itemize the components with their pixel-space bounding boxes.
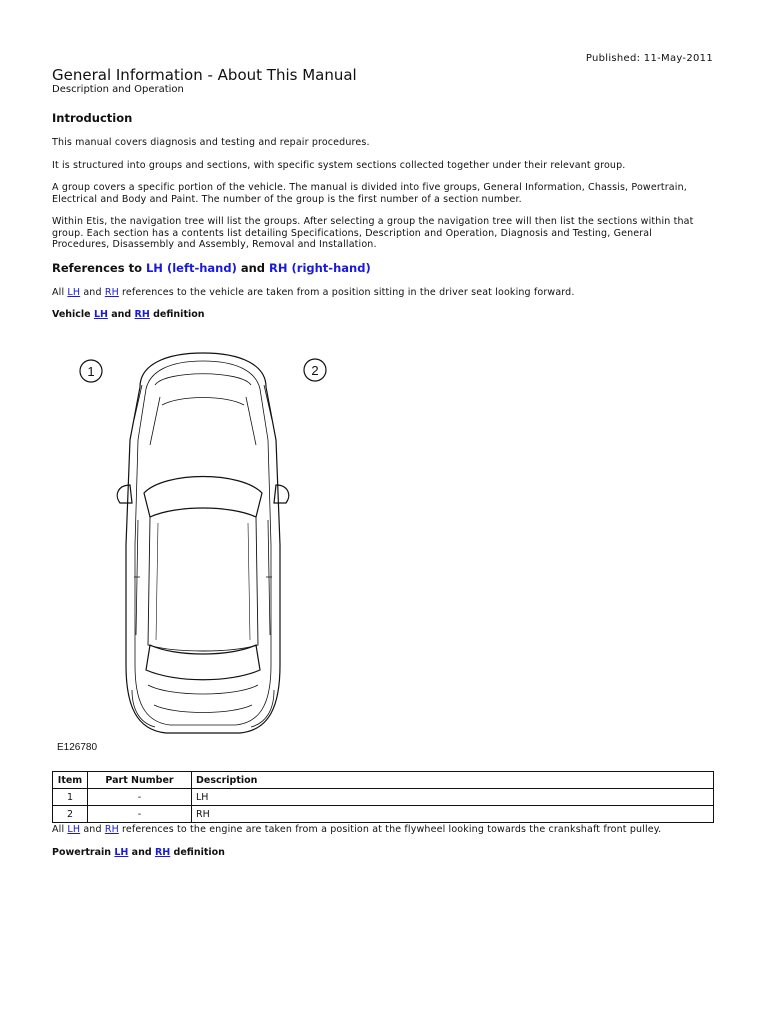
all-text: All: [52, 824, 68, 835]
vehicle-reference-text: references to the vehicle are taken from a position sitting in the driver seat looking forward.: [118, 287, 575, 298]
cell-description: LH: [192, 789, 714, 806]
callout-2: [304, 359, 326, 381]
table-header-row: [53, 772, 714, 789]
references-heading-and: and: [236, 261, 270, 275]
parts-table: [52, 771, 714, 823]
engine-reference-paragraph: [52, 824, 712, 836]
introduction-heading: Introduction: [52, 111, 133, 125]
rh-link[interactable]: RH: [104, 824, 119, 835]
vehicle-caption-prefix: Vehicle: [52, 309, 94, 320]
cell-part-number: -: [88, 806, 192, 823]
lh-term-link[interactable]: LH (left-hand): [145, 261, 237, 275]
callout-1: [80, 360, 102, 382]
table-row: [53, 806, 714, 823]
powertrain-definition-caption: [52, 847, 225, 858]
header-part-number: Part Number: [88, 772, 192, 789]
rh-link[interactable]: RH: [134, 309, 150, 320]
vehicle-reference-paragraph: [52, 287, 712, 299]
and-text: and: [80, 824, 105, 835]
and-text: and: [128, 847, 155, 858]
lh-link[interactable]: LH: [93, 309, 108, 320]
vehicle-definition-caption: [52, 309, 205, 320]
lh-link[interactable]: LH: [67, 824, 81, 835]
rh-link[interactable]: RH: [154, 847, 171, 858]
caption-suffix: definition: [170, 847, 225, 858]
vehicle-top-view-diagram: [70, 345, 350, 740]
caption-suffix: definition: [149, 309, 205, 320]
header-item: Item: [53, 772, 88, 789]
powertrain-caption-prefix: Powertrain: [52, 847, 115, 858]
rh-link[interactable]: RH: [104, 287, 119, 298]
lh-link[interactable]: LH: [67, 287, 81, 298]
lh-link[interactable]: LH: [114, 847, 129, 858]
intro-paragraph-4: Within Etis, the navigation tree will list the groups. After selecting a group the navigation tree will then list the sections within that group. Each section has a contents list detailing Specifications, Description and Operation, Diagnosis and Testing, General Procedures, Disassembly and Assembly, Removal and Installation.: [52, 216, 694, 251]
rh-term-link[interactable]: RH (right-hand): [269, 261, 371, 275]
all-text: All: [52, 287, 68, 298]
cell-item: 2: [53, 806, 88, 823]
and-text: and: [107, 309, 135, 320]
published-date: Published: 11-May-2011: [585, 53, 713, 64]
cell-part-number: -: [88, 789, 192, 806]
engine-reference-text: references to the engine are taken from a position at the flywheel looking towards the crankshaft front pulley.: [118, 824, 662, 835]
intro-paragraph-3: A group covers a specific portion of the vehicle. The manual is divided into five groups, General Information, Chassis, Powertrain, Electrical and Body and Paint. The number of the group is the first number of a section number.: [52, 182, 687, 205]
figure-id: E126780: [57, 742, 98, 753]
header-description: Description: [192, 772, 714, 789]
references-heading-prefix: References to: [52, 261, 146, 275]
callout-1-label: 1: [87, 364, 95, 379]
page-subtitle: Description and Operation: [52, 84, 184, 95]
intro-paragraph-1: This manual covers diagnosis and testing and repair procedures.: [52, 137, 370, 148]
intro-paragraph-2: It is structured into groups and sections, with specific system sections collected together under their relevant group.: [52, 160, 626, 171]
car-body-outline: [126, 353, 280, 733]
references-heading: [52, 261, 371, 275]
cell-item: 1: [53, 789, 88, 806]
cell-description: RH: [192, 806, 714, 823]
callout-2-label: 2: [311, 363, 319, 378]
table-row: [53, 789, 714, 806]
and-text: and: [80, 287, 105, 298]
page-title: General Information - About This Manual: [52, 66, 357, 84]
